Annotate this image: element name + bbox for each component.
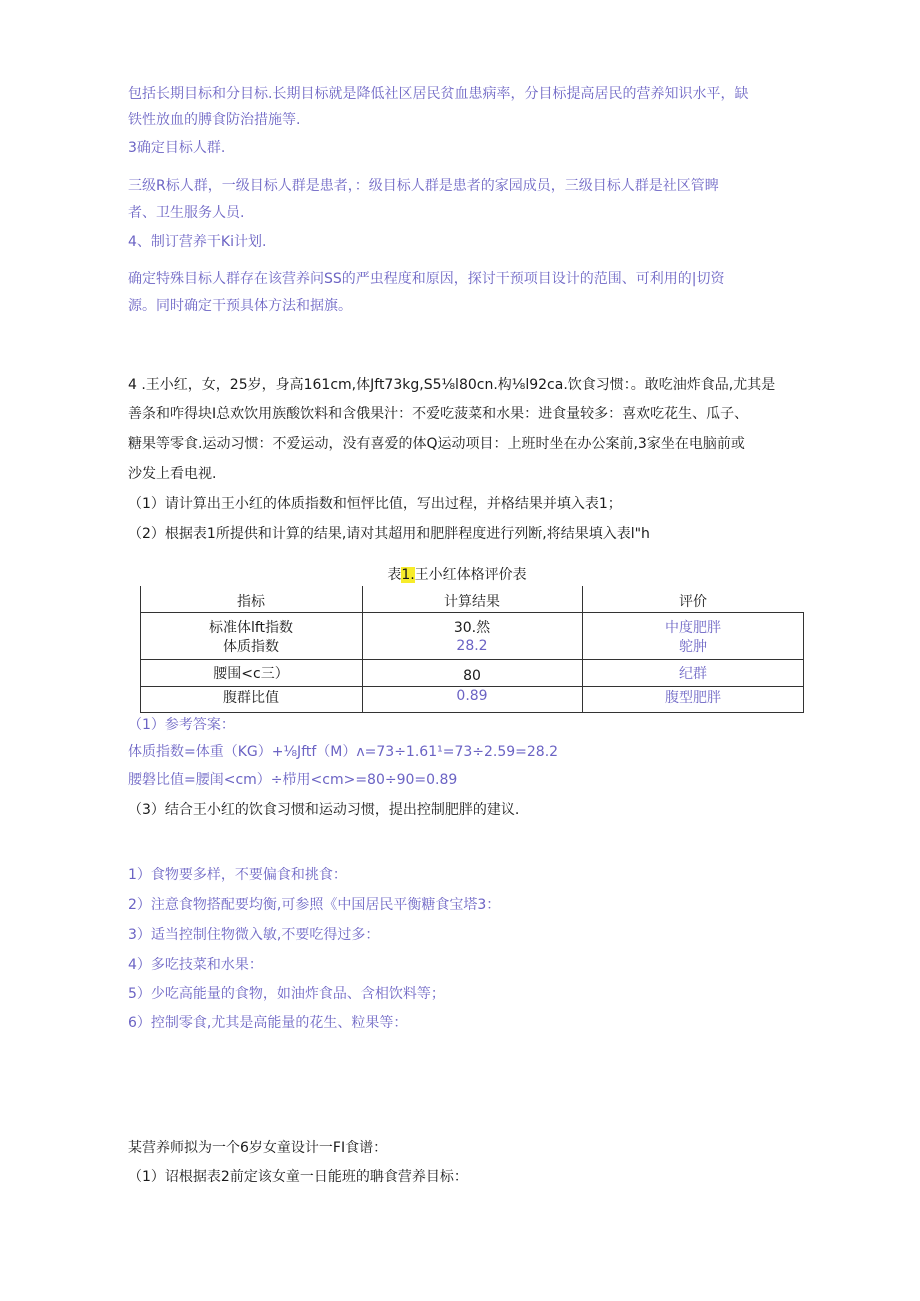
answer-waist-hip: 腰磐比值=腰闺<cm）÷栉用<cm>=80÷90=0.89 <box>128 772 458 788</box>
table-rule-bottom <box>140 712 804 713</box>
table-row-eval: 腹型肥胖 <box>665 690 721 706</box>
intro-heading-target: 3确定目标人群. <box>128 140 226 156</box>
final-line-1: 某营养师拟为一个6岁女童设计一FI食谱： <box>128 1140 388 1156</box>
answer-bmi: 体质指数=体重（KG）+⅛Jftf（M）ʌ=73÷1.61¹=73÷2.59=28.2 <box>128 744 559 760</box>
table-header-evaluation: 评价 <box>679 594 707 610</box>
question-2: （2）根据表1所提供和计算的结果,请对其超用和肥胖程度进行列断,将结果填入表l"h <box>128 526 650 542</box>
intro-line-1: 包括长期目标和分目标.长期目标就是降低社区居民贫血患病率，分目标提高居民的营养知识水平，缺 <box>128 86 749 102</box>
table-row-name: 腰围<c三） <box>213 666 289 682</box>
table-row-value: 0.89 <box>456 688 488 704</box>
table-caption <box>0 565 920 585</box>
table-header-indicator: 指标 <box>237 594 265 610</box>
table-row-eval: 鸵肿 <box>679 639 707 655</box>
table-caption-prefix: 表 <box>387 567 402 583</box>
question-1: （1）请计算出王小红的体质指数和恒怦比值，写出过程，并格结果并填入表1； <box>128 496 622 512</box>
table-caption-title: 王小红体格评价表 <box>414 567 527 583</box>
table-row-name: 腹群比值 <box>223 690 279 706</box>
table-rule-1 <box>140 659 804 660</box>
table-row-value: 30.然 <box>453 620 491 636</box>
case-line-3: 糖果等零食.运动习惯：不爱运动，没有喜爱的体Q运动项目：上班时坐在办公案前,3家坐在电脑前或 <box>128 436 745 452</box>
intro-line-4: 者、卫生服务人员. <box>128 205 245 221</box>
table-row-value: 28.2 <box>456 638 488 654</box>
list-item: 6）控制零食,尤其是高能量的花生、粒果等： <box>128 1015 408 1031</box>
question-3: （3）结合王小红的饮食习惯和运动习惯，提出控制肥胖的建议. <box>128 802 520 818</box>
intro-line-3: 三级R标人群，一级目标人群是患者，：级目标人群是患者的家园成员，三级目标人群是社区管睥 <box>128 178 719 194</box>
table-caption-number: 1. <box>401 567 415 583</box>
table-row-eval: 纪群 <box>679 666 707 682</box>
table-row-name: 标准体lft指数 <box>208 620 294 636</box>
intro-line-5: 确定特殊目标人群存在该营养问SS的严虫程度和原因，探讨干预项目设计的范围、可利用的|切资 <box>128 271 725 287</box>
table-header-result: 计算结果 <box>444 594 500 610</box>
table-row-value: 80 <box>463 668 481 684</box>
intro-line-6: 源。同时确定干预具体方法和据旗。 <box>128 298 352 314</box>
list-item: 1）食物要多样，不要偏食和挑食： <box>128 867 347 883</box>
case-line-2: 善条和咋得块I总欢饮用族酸饮料和含俄果汁：不爱吃菠菜和水果：进食量较多：喜欢吃花生、瓜子、 <box>128 406 749 422</box>
table-row-name: 体质指数 <box>223 639 279 655</box>
list-item: 4）多吃技菜和水果： <box>128 957 263 973</box>
list-item: 2）注意食物搭配要均衡,可参照《中国居民平衡糖食宝塔3： <box>128 897 501 913</box>
intro-line-2: 铁性放血的膊食防治措施等. <box>128 112 301 128</box>
list-item: 3）适当控制住物微入敏,不要吃得过多： <box>128 927 380 943</box>
final-line-2: （1）诏根据表2前定该女童一日能班的聃食营养目标： <box>128 1169 468 1185</box>
list-item: 5）少吃高能量的食物，如油炸食品、含相饮料等； <box>128 986 445 1002</box>
case-line-1: 4 .王小红，女，25岁，身高161cm,体Jft73kg,S5⅛l80cn.构⅛l92ca.饮食习惯：。敢吃油炸食品,尤其是 <box>128 377 776 393</box>
table-rule-header <box>140 612 804 613</box>
intro-heading-plan: 4、制订营养干Ki计划. <box>128 234 267 250</box>
answer-heading: （1）参考答案： <box>128 717 235 733</box>
table-row-eval: 中度肥胖 <box>665 620 721 636</box>
case-line-4: 沙发上看电视. <box>128 466 217 482</box>
